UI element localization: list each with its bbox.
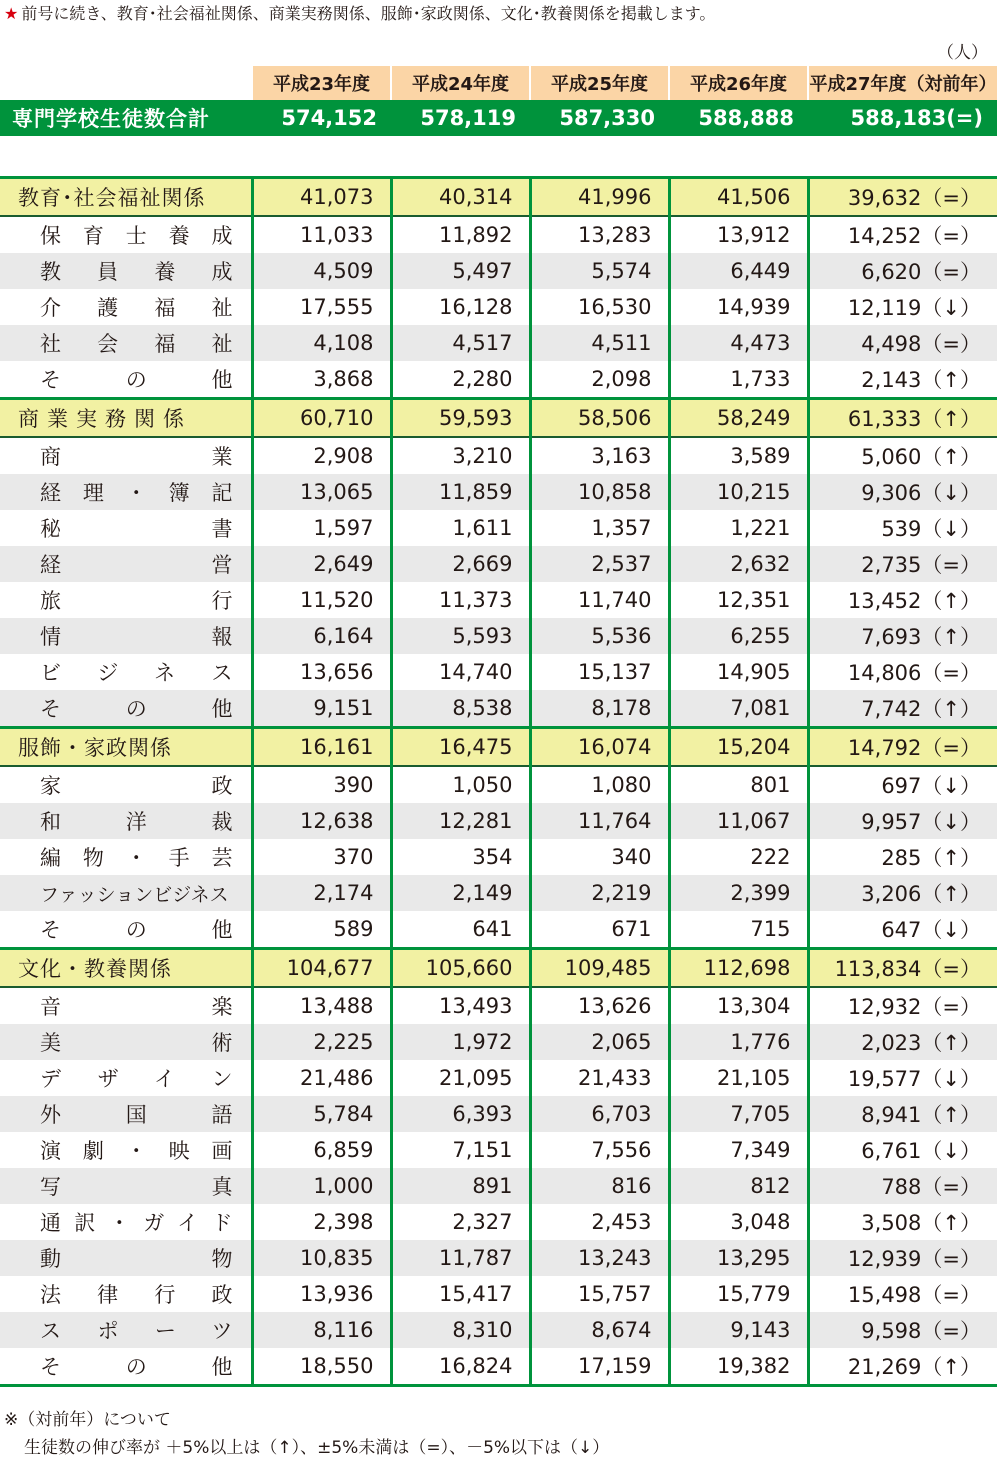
subcategory-label: 旅行	[0, 582, 252, 618]
current-year-value: 12,119（↓）	[808, 289, 997, 325]
year-value: 2,149	[391, 875, 530, 911]
subcategory-row	[0, 582, 997, 618]
year-value: 4,473	[669, 325, 808, 361]
total-value: 587,330	[530, 100, 669, 136]
subcategory-label: その他	[0, 911, 252, 949]
year-value: 6,703	[530, 1096, 669, 1132]
year-value: 7,349	[669, 1132, 808, 1168]
year-value: 16,530	[530, 289, 669, 325]
header-row	[0, 66, 997, 100]
year-value: 6,164	[252, 618, 391, 654]
footnote	[4, 1406, 609, 1462]
year-value: 801	[669, 766, 808, 803]
year-value: 6,393	[391, 1096, 530, 1132]
year-value: 2,669	[391, 546, 530, 582]
header-year: 平成23年度	[252, 66, 391, 100]
year-value: 1,357	[530, 510, 669, 546]
year-value: 3,868	[252, 361, 391, 399]
year-value: 13,304	[669, 987, 808, 1024]
year-value: 2,399	[669, 875, 808, 911]
subcategory-label: 外国語	[0, 1096, 252, 1132]
subcategory-label: 教員養成	[0, 253, 252, 289]
year-value: 8,674	[530, 1312, 669, 1348]
year-value: 11,787	[391, 1240, 530, 1276]
year-value: 641	[391, 911, 530, 949]
subcategory-row	[0, 987, 997, 1024]
year-value: 15,137	[530, 654, 669, 690]
year-value: 59,593	[391, 399, 530, 438]
year-value: 9,151	[252, 690, 391, 728]
header-corner	[0, 66, 252, 100]
current-year-value: 12,939（=）	[808, 1240, 997, 1276]
year-value: 58,506	[530, 399, 669, 438]
year-value: 11,520	[252, 582, 391, 618]
year-value: 1,972	[391, 1024, 530, 1060]
header-year: 平成26年度	[669, 66, 808, 100]
current-year-value: 2,023（↑）	[808, 1024, 997, 1060]
current-year-value: 14,252（=）	[808, 216, 997, 253]
year-value: 11,740	[530, 582, 669, 618]
spacer-row	[0, 136, 997, 178]
year-value: 15,417	[391, 1276, 530, 1312]
year-value: 58,249	[669, 399, 808, 438]
subcategory-row	[0, 1348, 997, 1386]
subcategory-row	[0, 546, 997, 582]
year-value: 222	[669, 839, 808, 875]
header-year: 平成24年度	[391, 66, 530, 100]
current-year-value: 788（=）	[808, 1168, 997, 1204]
subcategory-row	[0, 216, 997, 253]
year-value: 18,550	[252, 1348, 391, 1386]
year-value: 105,660	[391, 949, 530, 988]
year-value: 12,351	[669, 582, 808, 618]
subcategory-label: 演劇・映画	[0, 1132, 252, 1168]
subcategory-label: 音楽	[0, 987, 252, 1024]
subcategory-row	[0, 361, 997, 399]
subcategory-row	[0, 474, 997, 510]
year-value: 7,151	[391, 1132, 530, 1168]
year-value: 11,067	[669, 803, 808, 839]
year-value: 12,638	[252, 803, 391, 839]
subcategory-row	[0, 690, 997, 728]
subcategory-label: その他	[0, 361, 252, 399]
header-year: 平成27年度（対前年）	[808, 66, 997, 100]
year-value: 13,243	[530, 1240, 669, 1276]
year-value: 2,398	[252, 1204, 391, 1240]
current-year-value: 15,498（=）	[808, 1276, 997, 1312]
year-value: 1,597	[252, 510, 391, 546]
year-value: 3,048	[669, 1204, 808, 1240]
year-value: 10,215	[669, 474, 808, 510]
year-value: 15,779	[669, 1276, 808, 1312]
year-value: 7,081	[669, 690, 808, 728]
year-value: 13,493	[391, 987, 530, 1024]
year-value: 14,740	[391, 654, 530, 690]
current-year-value: 2,143（↑）	[808, 361, 997, 399]
subcategory-row	[0, 1024, 997, 1060]
year-value: 6,255	[669, 618, 808, 654]
year-value: 340	[530, 839, 669, 875]
year-value: 41,506	[669, 178, 808, 217]
year-value: 1,611	[391, 510, 530, 546]
subcategory-row	[0, 1276, 997, 1312]
year-value: 41,996	[530, 178, 669, 217]
year-value: 17,159	[530, 1348, 669, 1386]
year-value: 891	[391, 1168, 530, 1204]
subcategory-label: 商業	[0, 437, 252, 474]
year-value: 16,074	[530, 728, 669, 767]
year-value: 816	[530, 1168, 669, 1204]
subcategory-row	[0, 618, 997, 654]
year-value: 2,649	[252, 546, 391, 582]
current-year-value: 3,508（↑）	[808, 1204, 997, 1240]
category-label: 服飾・家政関係	[0, 728, 252, 767]
year-value: 2,908	[252, 437, 391, 474]
total-value: 574,152	[252, 100, 391, 136]
year-value: 21,433	[530, 1060, 669, 1096]
enrollment-table	[0, 66, 997, 1387]
year-value: 6,859	[252, 1132, 391, 1168]
year-value: 3,163	[530, 437, 669, 474]
year-value: 812	[669, 1168, 808, 1204]
current-year-value: 5,060（↑）	[808, 437, 997, 474]
year-value: 60,710	[252, 399, 391, 438]
subcategory-label: 経営	[0, 546, 252, 582]
year-value: 1,080	[530, 766, 669, 803]
year-value: 589	[252, 911, 391, 949]
current-year-value: 6,620（=）	[808, 253, 997, 289]
year-value: 13,912	[669, 216, 808, 253]
subcategory-label: 情報	[0, 618, 252, 654]
year-value: 112,698	[669, 949, 808, 988]
year-value: 16,161	[252, 728, 391, 767]
year-value: 1,733	[669, 361, 808, 399]
year-value: 6,449	[669, 253, 808, 289]
year-value: 11,373	[391, 582, 530, 618]
subcategory-row	[0, 1132, 997, 1168]
year-value: 4,509	[252, 253, 391, 289]
year-value: 2,098	[530, 361, 669, 399]
subcategory-row	[0, 1060, 997, 1096]
current-year-value: 21,269（↑）	[808, 1348, 997, 1386]
year-value: 3,210	[391, 437, 530, 474]
year-value: 13,065	[252, 474, 391, 510]
category-label: 商業実務関係	[0, 399, 252, 438]
year-value: 10,835	[252, 1240, 391, 1276]
year-value: 5,497	[391, 253, 530, 289]
year-value: 12,281	[391, 803, 530, 839]
current-year-value: 39,632（=）	[808, 178, 997, 217]
subcategory-label: 美術	[0, 1024, 252, 1060]
year-value: 2,453	[530, 1204, 669, 1240]
year-value: 671	[530, 911, 669, 949]
year-value: 7,705	[669, 1096, 808, 1132]
subcategory-label: 社会福祉	[0, 325, 252, 361]
year-value: 14,939	[669, 289, 808, 325]
subcategory-label: ビジネス	[0, 654, 252, 690]
year-value: 5,574	[530, 253, 669, 289]
subcategory-label: 動物	[0, 1240, 252, 1276]
year-value: 8,178	[530, 690, 669, 728]
header-year: 平成25年度	[530, 66, 669, 100]
subcategory-label: 経理・簿記	[0, 474, 252, 510]
intro-text	[4, 0, 715, 28]
year-value: 2,219	[530, 875, 669, 911]
year-value: 40,314	[391, 178, 530, 217]
year-value: 2,174	[252, 875, 391, 911]
subcategory-label: 法律行政	[0, 1276, 252, 1312]
subcategory-row	[0, 911, 997, 949]
current-year-value: 7,693（↑）	[808, 618, 997, 654]
year-value: 11,859	[391, 474, 530, 510]
current-year-value: 4,498（=）	[808, 325, 997, 361]
year-value: 1,221	[669, 510, 808, 546]
year-value: 41,073	[252, 178, 391, 217]
current-year-value: 9,598（=）	[808, 1312, 997, 1348]
category-label: 教育･社会福祉関係	[0, 178, 252, 217]
total-value: 578,119	[391, 100, 530, 136]
total-row	[0, 100, 997, 136]
subcategory-label: 介護福祉	[0, 289, 252, 325]
year-value: 2,632	[669, 546, 808, 582]
year-value: 10,858	[530, 474, 669, 510]
year-value: 13,295	[669, 1240, 808, 1276]
subcategory-row	[0, 803, 997, 839]
current-year-value: 7,742（↑）	[808, 690, 997, 728]
year-value: 5,784	[252, 1096, 391, 1132]
year-value: 16,824	[391, 1348, 530, 1386]
year-value: 21,095	[391, 1060, 530, 1096]
unit-label: （人）	[937, 43, 988, 63]
year-value: 16,475	[391, 728, 530, 767]
intro-sentence: 前号に続き、教育･社会福祉関係、商業実務関係、服飾･家政関係、文化･教養関係を掲載します。	[21, 4, 716, 23]
subcategory-row	[0, 1204, 997, 1240]
subcategory-row	[0, 1168, 997, 1204]
year-value: 15,204	[669, 728, 808, 767]
year-value: 4,511	[530, 325, 669, 361]
year-value: 2,065	[530, 1024, 669, 1060]
year-value: 21,486	[252, 1060, 391, 1096]
subcategory-row	[0, 1240, 997, 1276]
current-year-value: 2,735（=）	[808, 546, 997, 582]
year-value: 11,033	[252, 216, 391, 253]
subcategory-row	[0, 1096, 997, 1132]
subcategory-label: 通訳・ガイド	[0, 1204, 252, 1240]
category-row	[0, 178, 997, 217]
year-value: 11,892	[391, 216, 530, 253]
total-label: 専門学校生徒数合計	[0, 100, 252, 136]
footnote-title: ※（対前年）について	[4, 1410, 171, 1430]
current-year-value: 9,306（↓）	[808, 474, 997, 510]
year-value: 354	[391, 839, 530, 875]
year-value: 14,905	[669, 654, 808, 690]
year-value: 715	[669, 911, 808, 949]
category-row	[0, 728, 997, 767]
current-year-value: 6,761（↓）	[808, 1132, 997, 1168]
subcategory-label: 編物・手芸	[0, 839, 252, 875]
year-value: 5,593	[391, 618, 530, 654]
subcategory-label: 家政	[0, 766, 252, 803]
current-year-value: 647（↓）	[808, 911, 997, 949]
year-value: 13,936	[252, 1276, 391, 1312]
year-value: 15,757	[530, 1276, 669, 1312]
subcategory-row	[0, 839, 997, 875]
year-value: 4,108	[252, 325, 391, 361]
subcategory-label: 写真	[0, 1168, 252, 1204]
current-year-value: 19,577（↓）	[808, 1060, 997, 1096]
subcategory-row	[0, 253, 997, 289]
year-value: 109,485	[530, 949, 669, 988]
year-value: 9,143	[669, 1312, 808, 1348]
year-value: 5,536	[530, 618, 669, 654]
year-value: 2,537	[530, 546, 669, 582]
year-value: 8,116	[252, 1312, 391, 1348]
current-year-value: 14,806（=）	[808, 654, 997, 690]
year-value: 8,538	[391, 690, 530, 728]
year-value: 2,225	[252, 1024, 391, 1060]
year-value: 1,000	[252, 1168, 391, 1204]
year-value: 2,280	[391, 361, 530, 399]
current-year-value: 539（↓）	[808, 510, 997, 546]
current-year-value: 285（↑）	[808, 839, 997, 875]
current-year-value: 113,834（=）	[808, 949, 997, 988]
current-year-value: 8,941（↑）	[808, 1096, 997, 1132]
subcategory-row	[0, 875, 997, 911]
subcategory-row	[0, 654, 997, 690]
subcategory-label: 和洋裁	[0, 803, 252, 839]
subcategory-row	[0, 437, 997, 474]
subcategory-label: ファッションビジネス	[0, 875, 252, 911]
subcategory-label: その他	[0, 690, 252, 728]
current-year-value: 697（↓）	[808, 766, 997, 803]
year-value: 21,105	[669, 1060, 808, 1096]
year-value: 2,327	[391, 1204, 530, 1240]
year-value: 1,776	[669, 1024, 808, 1060]
year-value: 13,656	[252, 654, 391, 690]
current-year-value: 12,932（=）	[808, 987, 997, 1024]
subcategory-row	[0, 289, 997, 325]
year-value: 1,050	[391, 766, 530, 803]
year-value: 7,556	[530, 1132, 669, 1168]
subcategory-label: 保育士養成	[0, 216, 252, 253]
year-value: 19,382	[669, 1348, 808, 1386]
year-value: 3,589	[669, 437, 808, 474]
year-value: 4,517	[391, 325, 530, 361]
current-year-value: 13,452（↑）	[808, 582, 997, 618]
current-year-value: 61,333（↑）	[808, 399, 997, 438]
subcategory-row	[0, 1312, 997, 1348]
category-row	[0, 949, 997, 988]
year-value: 16,128	[391, 289, 530, 325]
subcategory-row	[0, 325, 997, 361]
footnote-legend: 生徒数の伸び率が ＋5%以上は（↑）、±5%未満は（=）、－5%以下は（↓）	[24, 1438, 610, 1458]
category-row	[0, 399, 997, 438]
year-value: 390	[252, 766, 391, 803]
total-value: 588,183(=)	[808, 100, 997, 136]
year-value: 13,626	[530, 987, 669, 1024]
subcategory-label: 秘書	[0, 510, 252, 546]
year-value: 17,555	[252, 289, 391, 325]
current-year-value: 9,957（↓）	[808, 803, 997, 839]
current-year-value: 3,206（↑）	[808, 875, 997, 911]
subcategory-label: その他	[0, 1348, 252, 1386]
total-value: 588,888	[669, 100, 808, 136]
year-value: 370	[252, 839, 391, 875]
subcategory-row	[0, 510, 997, 546]
subcategory-label: スポーツ	[0, 1312, 252, 1348]
year-value: 13,488	[252, 987, 391, 1024]
subcategory-row	[0, 766, 997, 803]
category-label: 文化・教養関係	[0, 949, 252, 988]
year-value: 11,764	[530, 803, 669, 839]
year-value: 13,283	[530, 216, 669, 253]
year-value: 104,677	[252, 949, 391, 988]
star-icon: ★	[4, 4, 19, 23]
year-value: 8,310	[391, 1312, 530, 1348]
subcategory-label: デザイン	[0, 1060, 252, 1096]
current-year-value: 14,792（=）	[808, 728, 997, 767]
